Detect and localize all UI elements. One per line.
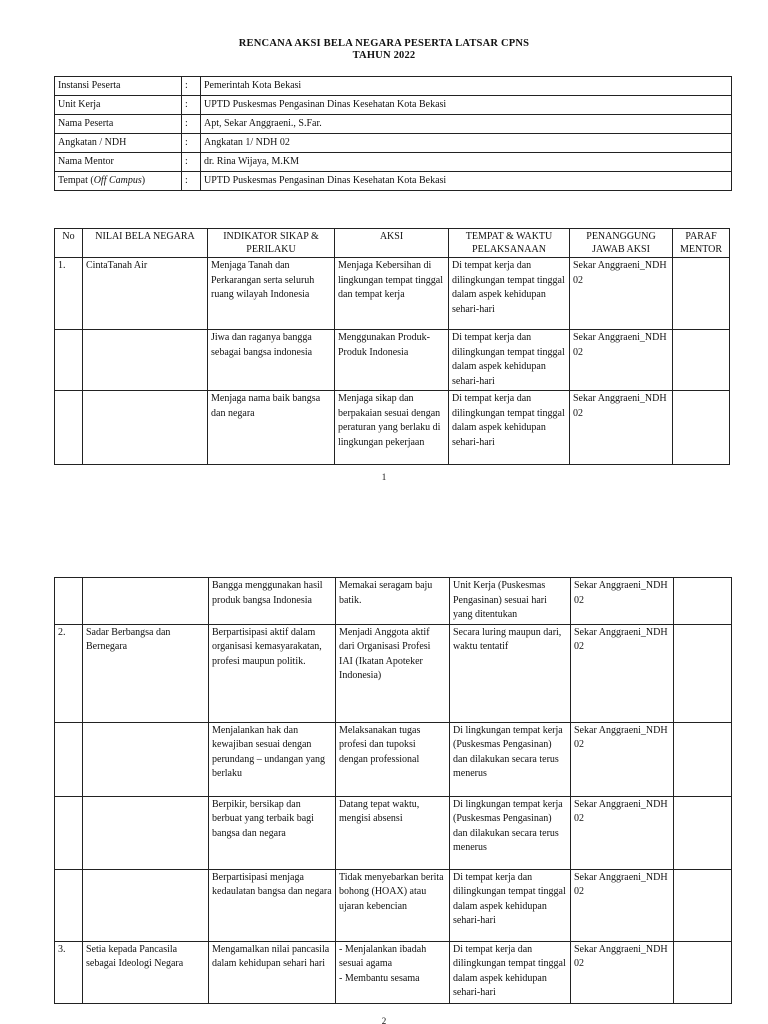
table-row xyxy=(55,722,732,796)
info-label: Nama Peserta xyxy=(55,115,182,134)
header-aksi: AKSI xyxy=(335,229,449,258)
table-row xyxy=(55,330,730,391)
info-separator: : xyxy=(182,115,201,134)
table-row xyxy=(55,258,730,330)
header-no: No xyxy=(55,229,83,258)
title-line-2: TAHUN 2022 xyxy=(352,50,416,61)
cell-paraf xyxy=(673,330,730,391)
cell-tempat: Di lingkungan tempat kerja (Puskesmas Pengasinan) dan dilakukan secara terus menerus xyxy=(450,722,571,796)
info-row xyxy=(55,96,732,115)
header-indikator: INDIKATOR SIKAP & PERILAKU xyxy=(208,229,335,258)
info-row xyxy=(55,153,732,172)
cell-no xyxy=(55,330,83,391)
table-row xyxy=(55,941,732,1003)
cell-paraf xyxy=(674,941,732,1003)
info-value: Pemerintah Kota Bekasi xyxy=(201,77,732,96)
cell-nilai xyxy=(83,869,209,941)
cell-nilai: Setia kepada Pancasila sebagai Ideologi Negara xyxy=(83,941,209,1003)
info-value: UPTD Puskesmas Pengasinan Dinas Kesehatan Kota Bekasi xyxy=(201,172,732,191)
cell-no xyxy=(55,578,83,625)
cell-aksi: Menjaga sikap dan berpakaian sesuai dengan peraturan yang berlaku di lingkungan pekerjaan xyxy=(335,391,449,465)
cell-tempat: Di tempat kerja dan dilingkungan tempat tinggal dalam aspek kehidupan sehari-hari xyxy=(450,941,571,1003)
cell-penanggung-jawab: Sekar Anggraeni_NDH 02 xyxy=(571,578,674,625)
cell-nilai xyxy=(83,330,208,391)
info-separator: : xyxy=(182,134,201,153)
cell-indikator: Berpartisipasi aktif dalam organisasi kemasyarakatan, profesi maupun politik. xyxy=(209,624,336,722)
cell-tempat: Di tempat kerja dan dilingkungan tempat tinggal dalam aspek kehidupan sehari-hari xyxy=(449,258,570,330)
table-header-row xyxy=(55,229,730,258)
cell-paraf xyxy=(674,796,732,869)
cell-aksi: Menjaga Kebersihan di lingkungan tempat tinggal dan tempat kerja xyxy=(335,258,449,330)
cell-indikator: Berpartisipasi menjaga kedaulatan bangsa dan negara xyxy=(209,869,336,941)
cell-nilai xyxy=(83,391,208,465)
info-row xyxy=(55,172,732,191)
cell-nilai: Sadar Berbangsa dan Bernegara xyxy=(83,624,209,722)
table-row xyxy=(55,869,732,941)
cell-indikator: Menjaga nama baik bangsa dan negara xyxy=(208,391,335,465)
cell-penanggung-jawab: Sekar Anggraeni_NDH 02 xyxy=(571,941,674,1003)
cell-aksi: Melaksanakan tugas profesi dan tupoksi dengan professional xyxy=(336,722,450,796)
info-separator: : xyxy=(182,172,201,191)
info-separator: : xyxy=(182,153,201,172)
cell-no: 2. xyxy=(55,624,83,722)
page-number-2: 2 xyxy=(381,1016,387,1024)
cell-aksi: - Menjalankan ibadah sesuai agama - Membantu sesama xyxy=(336,941,450,1003)
cell-aksi: Menjadi Anggota aktif dari Organisasi Profesi IAI (Ikatan Apoteker Indonesia) xyxy=(336,624,450,722)
cell-tempat: Di tempat kerja dan dilingkungan tempat tinggal dalam aspek kehidupan sehari-hari xyxy=(450,869,571,941)
cell-paraf xyxy=(674,722,732,796)
page-number-1: 1 xyxy=(381,472,387,482)
cell-indikator: Bangga menggunakan hasil produk bangsa Indonesia xyxy=(209,578,336,625)
table-row xyxy=(55,391,730,465)
cell-tempat: Di tempat kerja dan dilingkungan tempat tinggal dalam aspek kehidupan sehari-hari xyxy=(449,330,570,391)
cell-penanggung-jawab: Sekar Anggraeni_NDH 02 xyxy=(570,330,673,391)
cell-penanggung-jawab: Sekar Anggraeni_NDH 02 xyxy=(570,391,673,465)
cell-paraf xyxy=(674,578,732,625)
cell-no xyxy=(55,869,83,941)
cell-indikator: Jiwa dan raganya bangga sebagai bangsa indonesia xyxy=(208,330,335,391)
cell-penanggung-jawab: Sekar Anggraeni_NDH 02 xyxy=(571,624,674,722)
cell-aksi: Menggunakan Produk-Produk Indonesia xyxy=(335,330,449,391)
participant-info-table xyxy=(54,76,732,191)
cell-no xyxy=(55,722,83,796)
info-label: Instansi Peserta xyxy=(55,77,182,96)
cell-tempat: Unit Kerja (Puskesmas Pengasinan) sesuai hari yang ditentukan xyxy=(450,578,571,625)
cell-no: 1. xyxy=(55,258,83,330)
cell-tempat: Di tempat kerja dan dilingkungan tempat tinggal dalam aspek kehidupan sehari-hari xyxy=(449,391,570,465)
info-separator: : xyxy=(182,96,201,115)
cell-indikator: Menjaga Tanah dan Perkarangan serta seluruh ruang wilayah Indonesia xyxy=(208,258,335,330)
info-row xyxy=(55,134,732,153)
header-paraf: PARAF MENTOR xyxy=(673,229,730,258)
header-tempat: TEMPAT & WAKTU PELAKSANAAN xyxy=(449,229,570,258)
info-value: dr. Rina Wijaya, M.KM xyxy=(201,153,732,172)
cell-tempat: Secara luring maupun dari, waktu tentatif xyxy=(450,624,571,722)
cell-penanggung-jawab: Sekar Anggraeni_NDH 02 xyxy=(571,796,674,869)
cell-no xyxy=(55,796,83,869)
cell-nilai: CintaTanah Air xyxy=(83,258,208,330)
cell-nilai xyxy=(83,722,209,796)
table-row xyxy=(55,796,732,869)
cell-indikator: Menjalankan hak dan kewajiban sesuai dengan perundang – undangan yang berlaku xyxy=(209,722,336,796)
cell-indikator: Berpikir, bersikap dan berbuat yang terbaik bagi bangsa dan negara xyxy=(209,796,336,869)
info-label: Angkatan / NDH xyxy=(55,134,182,153)
title-line-1: RENCANA AKSI BELA NEGARA PESERTA LATSAR CPNS xyxy=(238,38,530,49)
cell-nilai xyxy=(83,578,209,625)
cell-aksi: Datang tepat waktu, mengisi absensi xyxy=(336,796,450,869)
info-separator: : xyxy=(182,77,201,96)
cell-penanggung-jawab: Sekar Anggraeni_NDH 02 xyxy=(571,869,674,941)
header-nilai: NILAI BELA NEGARA xyxy=(83,229,208,258)
action-plan-table-page-1 xyxy=(54,228,730,465)
cell-aksi: Tidak menyebarkan berita bohong (HOAX) atau ujaran kebencian xyxy=(336,869,450,941)
cell-indikator: Mengamalkan nilai pancasila dalam kehidupan sehari hari xyxy=(209,941,336,1003)
table-row xyxy=(55,578,732,625)
document-title xyxy=(0,38,768,62)
info-row xyxy=(55,115,732,134)
action-plan-table-page-2 xyxy=(54,577,732,1004)
header-penanggung: PENANGGUNG JAWAB AKSI xyxy=(570,229,673,258)
cell-tempat: Di lingkungan tempat kerja (Puskesmas Pengasinan) dan dilakukan secara terus menerus xyxy=(450,796,571,869)
cell-nilai xyxy=(83,796,209,869)
cell-penanggung-jawab: Sekar Anggraeni_NDH 02 xyxy=(571,722,674,796)
cell-no: 3. xyxy=(55,941,83,1003)
info-value: Angkatan 1/ NDH 02 xyxy=(201,134,732,153)
cell-paraf xyxy=(674,869,732,941)
info-label: Unit Kerja xyxy=(55,96,182,115)
cell-paraf xyxy=(673,391,730,465)
table-row xyxy=(55,624,732,722)
info-value: UPTD Puskesmas Pengasinan Dinas Kesehatan Kota Bekasi xyxy=(201,96,732,115)
info-label: Nama Mentor xyxy=(55,153,182,172)
cell-paraf xyxy=(674,624,732,722)
info-value: Apt, Sekar Anggraeni., S.Far. xyxy=(201,115,732,134)
cell-no xyxy=(55,391,83,465)
cell-aksi: Memakai seragam baju batik. xyxy=(336,578,450,625)
info-label: Tempat (Off Campus) xyxy=(55,172,182,191)
cell-penanggung-jawab: Sekar Anggraeni_NDH 02 xyxy=(570,258,673,330)
cell-paraf xyxy=(673,258,730,330)
info-row xyxy=(55,77,732,96)
